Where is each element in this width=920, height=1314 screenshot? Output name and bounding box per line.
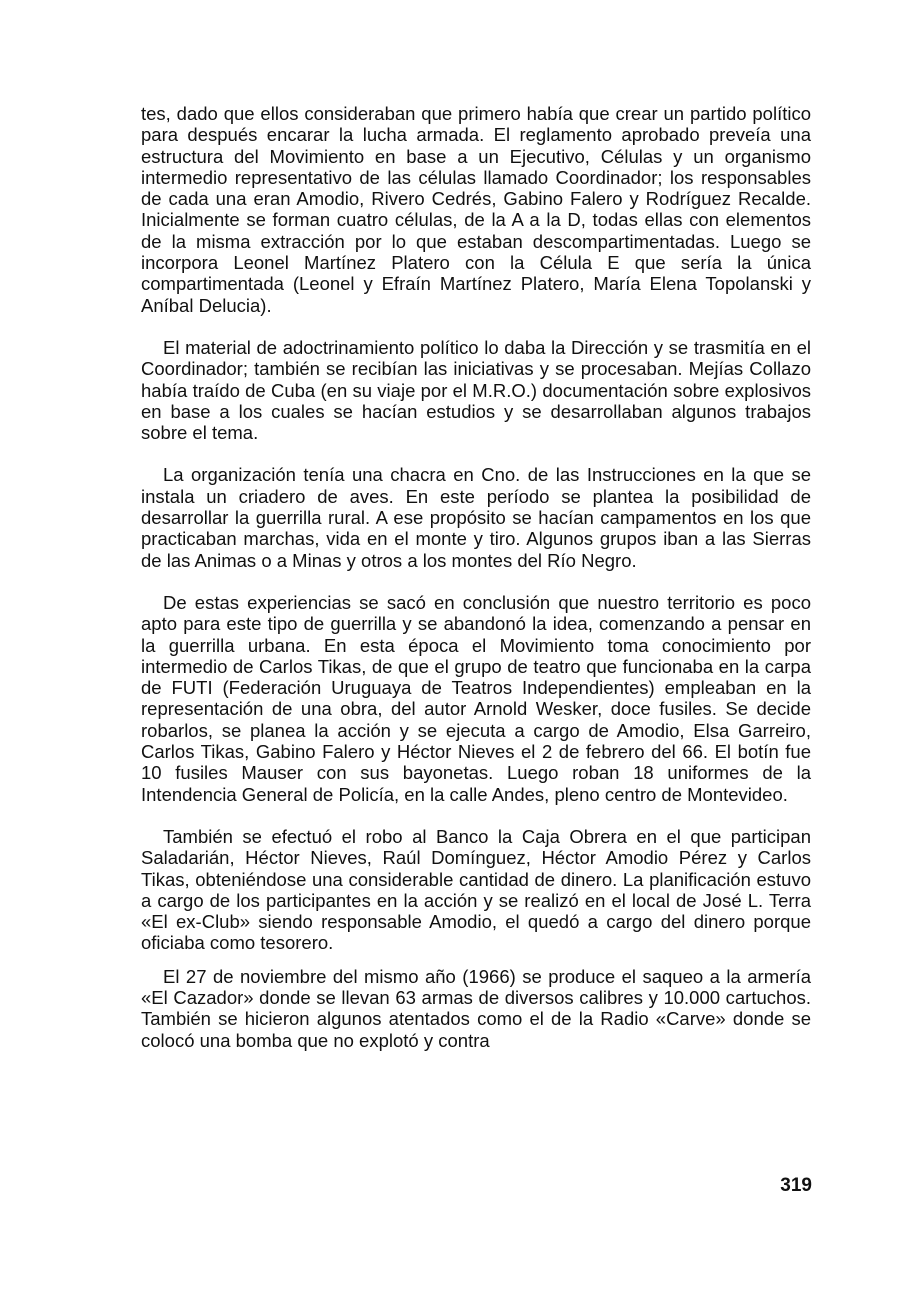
paragraph-1: tes, dado que ellos consideraban que primero había que crear un partido político para después encarar la lucha armada. El reglamento aprobado preveía una estructura del Movimiento en base a un Ejecutivo, Células y un organismo intermedio representativo de las células llamado Coordinador; los responsables de cada una eran Amodio, Rivero Cedrés, Gabino Falero y Rodríguez Recalde. Inicialmente se forman cuatro células, de la A a la D, todas ellas con elementos de la misma extracción por lo que estaban descompartimentadas. Luego se incorpora Leonel Martínez Platero con la Célula E que sería la única compartimentada (Leonel y Efraín Martínez Platero, María Elena Topolanski y Aníbal Delucia). (141, 103, 811, 316)
paragraph-5: También se efectuó el robo al Banco la Caja Obrera en el que participan Saladarián, Héctor Nieves, Raúl Domínguez, Héctor Amodio Pérez y Carlos Tikas, obteniéndose una considerable cantidad de dinero. La planificación estuvo a cargo de los participantes en la acción y se realizó en el local de José L. Terra «El ex-Club» siendo responsable Amodio, el quedó a cargo del dinero porque oficiaba como tesorero. (141, 825, 811, 954)
body-text (141, 103, 811, 1051)
page-number: 319 (780, 1175, 812, 1196)
paragraph-2: El material de adoctrinamiento político lo daba la Dirección y se trasmitía en el Coordinador; también se recibían las iniciativas y se procesaban. Mejías Collazo había traído de Cuba (en su viaje por el M.R.O.) documentación sobre explosivos en base a los cuales se hacían estudios y se desarrollaban algunos trabajos sobre el tema. (141, 336, 811, 444)
paragraph-3: La organización tenía una chacra en Cno. de las Instrucciones en la que se instala un criadero de aves. En este período se plantea la posibilidad de desarrollar la guerrilla rural. A ese propósito se hacían campamentos en los que practicaban marchas, vida en el monte y tiro. Algunos grupos iban a las Sierras de las Animas o a Minas y otros a los montes del Río Negro. (141, 464, 811, 571)
paragraph-6: El 27 de noviembre del mismo año (1966) se produce el saqueo a la armería «El Cazador» donde se llevan 63 armas de diversos calibres y 10.000 cartuchos. También se hicieron algunos atentados como el de la Radio «Carve» donde se colocó una bomba que no explotó y contra (141, 965, 811, 1051)
paragraph-4: De estas experiencias se sacó en conclusión que nuestro territorio es poco apto para este tipo de guerrilla y se abandonó la idea, comenzando a pensar en la guerrilla urbana. En esta época el Movimiento toma conocimiento por intermedio de Carlos Tikas, de que el grupo de teatro que funcionaba en la carpa de FUTI (Federación Uruguaya de Teatros Independientes) empleaban en la representación de una obra, del autor Arnold Wesker, doce fusiles. Se decide robarlos, se planea la acción y se ejecuta a cargo de Amodio, Elsa Garreiro, Carlos Tikas, Gabino Falero y Héctor Nieves el 2 de febrero del 66. El botín fue 10 fusiles Mauser con sus bayonetas. Luego roban 18 uniformes de la Intendencia General de Policía, en la calle Andes, pleno centro de Montevideo. (141, 591, 811, 805)
